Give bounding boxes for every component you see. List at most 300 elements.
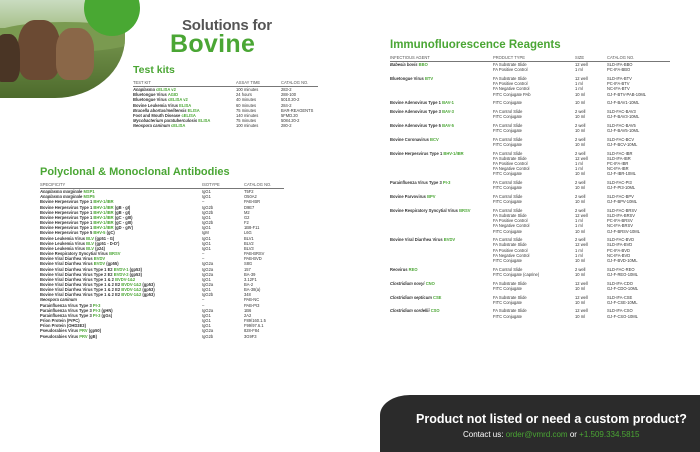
text-segment: –: [202, 302, 205, 308]
text-segment: BLV: [86, 245, 95, 251]
text-segment: 10 ml: [575, 313, 586, 319]
text-segment: Parainfluenza Virus Type 3: [40, 302, 93, 308]
text-segment: FITC Conjugate: [493, 114, 522, 120]
text-segment: FA Substrate Slide: [493, 294, 527, 300]
text-segment: FITC Conjugate: [493, 142, 522, 147]
text-segment: BAV-1: [442, 100, 454, 106]
text-segment: GJ-F-BCV-10ML: [607, 142, 638, 147]
text-segment: FA Negative Control: [493, 223, 530, 229]
text-segment: Bovine Viral Diarrhea Virus: [40, 261, 94, 267]
text-segment: BVDV: [93, 256, 106, 262]
text-segment: 10 ml: [575, 285, 586, 291]
text-segment: Bovine Herpesvirus Type 1: [40, 214, 94, 220]
text-segment: FITC Conjugate: [493, 185, 522, 191]
title-small: Solutions for: [182, 17, 272, 34]
text-segment: 12 well: [575, 213, 588, 219]
text-segment: Prion Protein (OHD3E3): [40, 323, 86, 329]
text-segment: Bovine Viral Diarrhea Virus: [40, 256, 94, 262]
text-segment: ELISA: [179, 102, 192, 108]
text-segment: (gB - gI): [113, 209, 131, 215]
text-segment: 10 ml: [575, 114, 586, 120]
text-segment: (gp53): [141, 281, 155, 287]
text-segment: Parainfluenza Virus Type 3: [40, 307, 93, 313]
text-segment: PC-IFA-BVD: [607, 247, 630, 253]
text-segment: SLD-IFA-BTV: [607, 76, 632, 82]
text-segment: 288-100: [281, 92, 297, 98]
text-segment: FITC Conjugate: [493, 299, 522, 305]
antibodies-heading: Polyclonal & Monoclonal Antibodies: [40, 166, 230, 178]
text-segment: –: [202, 256, 205, 262]
text-segment: cELISA: [171, 123, 186, 129]
text-segment: 2 well: [575, 237, 586, 243]
text-segment: BTV: [424, 76, 434, 82]
text-segment: Bluetongue Virus: [390, 76, 425, 82]
text-segment: Bovine Herpesvirus Type 1: [40, 199, 94, 205]
text-segment: IgG1: [202, 287, 211, 293]
text-segment: 75 minutes: [236, 107, 257, 113]
text-segment: 3G9F3: [244, 333, 257, 339]
text-segment: Bovine Parvovirus: [390, 194, 428, 200]
text-segment: FA Positive Control: [493, 67, 528, 73]
text-segment: Bovine Respiratory Syncytial Virus: [40, 251, 110, 257]
text-segment: FITC Conjugate: [493, 100, 522, 106]
column-header: CATALOG NO.: [244, 182, 284, 189]
text-segment: CNO: [425, 280, 435, 286]
text-segment: FA Substrate Slide: [493, 242, 527, 248]
text-segment: PC-IFA-BTV: [607, 81, 630, 87]
text-segment: (gB): [87, 333, 97, 339]
text-segment: (gC): [105, 230, 115, 236]
text-segment: (gC - gIII): [113, 214, 133, 220]
text-segment: IgG2a: [202, 281, 214, 287]
text-segment: PC-IFA-BBO: [607, 67, 631, 73]
text-segment: Anaplasma marginale: [40, 189, 84, 195]
text-segment: 1 ml: [575, 252, 583, 258]
text-segment: FA Substrate Slide: [493, 76, 527, 82]
text-segment: 1 ml: [575, 166, 583, 172]
text-segment: GJ-F-BAV1-10ML: [607, 100, 640, 106]
text-segment: SLD-IFA-CDO: [607, 280, 633, 286]
text-segment: SLD-FAC-IBR: [607, 150, 633, 156]
text-segment: F99/97.6.1: [244, 323, 264, 329]
text-segment: 10 ml: [575, 100, 586, 106]
text-segment: FA Substrate Slide: [493, 308, 527, 314]
text-segment: GJ-F-BVD-10ML: [607, 257, 638, 263]
text-segment: PI-3: [92, 307, 101, 313]
text-segment: FA Control Slide: [493, 237, 523, 243]
text-segment: Bovine Herpesvirus Type 5: [40, 230, 94, 236]
text-segment: IgG1: [202, 214, 211, 220]
text-segment: AGID: [167, 92, 179, 98]
text-segment: SLD-IFA-BRSV: [607, 213, 635, 219]
text-segment: MSP5: [83, 194, 95, 200]
text-segment: IgG2a: [202, 261, 214, 267]
text-segment: 10 ml: [575, 257, 586, 263]
text-segment: Bovine Coronavirus: [390, 136, 431, 142]
text-segment: GJ-F-BRSV-10ML: [607, 228, 640, 234]
text-segment: 157: [244, 266, 251, 272]
text-segment: BLV: [86, 235, 95, 241]
table-row: [133, 123, 318, 128]
text-segment: NC-IFA-BTV: [607, 86, 630, 92]
text-segment: Bovine Respiratory Syncytial Virus: [390, 207, 460, 213]
text-segment: Neospora caninum: [133, 123, 171, 129]
text-segment: IgG1: [202, 225, 211, 231]
text-segment: 10 ml: [575, 185, 586, 191]
text-segment: cELISA: [181, 112, 196, 118]
text-segment: 2 well: [575, 194, 586, 200]
text-segment: IgG1: [202, 245, 211, 251]
text-segment: 828-F84: [244, 328, 260, 334]
text-segment: 10 ml: [575, 199, 586, 205]
table-row: [40, 334, 284, 339]
text-segment: PC-IFA-IBR: [607, 161, 629, 167]
text-segment: Bluetongue Virus: [133, 97, 168, 103]
text-segment: 2 well: [575, 150, 586, 156]
text-segment: PI-3: [442, 180, 451, 186]
text-segment: 1 ml: [575, 218, 583, 224]
text-segment: BHV-1/IBR: [93, 199, 114, 205]
text-segment: IgM: [202, 230, 209, 236]
text-segment: IgG1: [202, 276, 211, 282]
text-segment: cELISA v2: [155, 87, 176, 93]
text-segment: BVDV-1&2: [121, 287, 142, 293]
text-segment: FITC Conjugate PAb: [493, 91, 531, 97]
text-segment: 3.12F1: [244, 276, 257, 282]
table-cell: [133, 123, 236, 128]
text-segment: SLD-FAC-BVD: [607, 237, 635, 243]
text-segment: PI-3: [92, 312, 101, 318]
text-segment: 1 ml: [575, 161, 583, 167]
text-segment: SLD-FAC-BAV3: [607, 109, 636, 115]
text-segment: 12 well: [575, 308, 588, 314]
column-header: INFECTIOUS AGENT: [390, 55, 493, 62]
text-segment: Bovine Adenovirus Type 3: [390, 109, 443, 115]
text-segment: 10 ml: [575, 299, 586, 305]
text-segment: 75 minutes: [236, 118, 257, 124]
text-segment: GJ-F-BTV-PAB-10ML: [607, 91, 647, 97]
text-segment: FA Control Slide: [493, 122, 523, 128]
text-segment: FA Substrate Slide: [493, 155, 527, 161]
text-segment: REO: [408, 266, 418, 272]
text-segment: CSE: [433, 294, 442, 300]
text-segment: 1B6: [244, 307, 252, 313]
text-segment: BCV: [430, 136, 439, 142]
text-segment: BLV1: [244, 235, 254, 241]
text-segment: Mycobacterium paratuberculosis: [133, 118, 199, 124]
text-segment: GJ-F-BPV-10ML: [607, 199, 638, 205]
text-segment: Babesia bovis: [390, 62, 419, 68]
text-segment: ELISA: [198, 118, 211, 124]
cow-shape: [18, 20, 60, 80]
text-segment: GJ-F-REO-10ML: [607, 271, 638, 277]
text-segment: BVDV-1: [113, 266, 129, 272]
text-segment: NC-IFA-BRSV: [607, 223, 633, 229]
text-segment: BLV3: [244, 245, 254, 251]
text-segment: F89/160.1.5: [244, 318, 266, 324]
text-segment: 1 ml: [575, 86, 583, 92]
text-segment: 2 well: [575, 207, 586, 213]
text-segment: Clostridium septicum: [390, 294, 433, 300]
text-segment: PI-3: [92, 302, 101, 308]
text-segment: 2 well: [575, 136, 586, 142]
text-segment: M2: [244, 209, 250, 215]
text-segment: SLD-FAC-REO: [607, 266, 635, 272]
text-segment: FA Positive Control: [493, 81, 528, 87]
text-segment: (gp51 - G): [94, 235, 115, 241]
text-segment: SLD-FAC-BCV: [607, 136, 635, 142]
text-segment: 5010.20-2: [281, 97, 300, 103]
phone-link[interactable]: +1.509.334.5815: [579, 430, 640, 439]
text-segment: IgG2b: [202, 220, 214, 226]
table-row: [390, 319, 670, 323]
text-segment: 5FMD.20: [281, 112, 298, 118]
text-segment: FITC Conjugate: [493, 257, 522, 263]
text-segment: Prion Protein (PrPC): [40, 318, 80, 324]
text-segment: FA Positive Control: [493, 247, 528, 253]
text-segment: Brucella abortus/melitensis: [133, 107, 188, 113]
text-segment: GJ-F-CDO-10ML: [607, 285, 639, 291]
text-segment: S8G: [244, 261, 253, 267]
text-segment: FA Control Slide: [493, 150, 523, 156]
text-segment: FA Substrate Slide: [493, 213, 527, 219]
text-segment: FA Negative Control: [493, 166, 530, 172]
text-segment: SLD-IFA-CSO: [607, 308, 633, 314]
text-segment: Bovine Viral Diarrhea Virus Type 2 E2: [40, 271, 114, 277]
text-segment: –: [202, 297, 205, 303]
text-segment: cELISA v2: [167, 97, 188, 103]
text-segment: 12 well: [575, 294, 588, 300]
column-header: ISOTYPE: [202, 182, 244, 189]
text-segment: Pseudorabies Virus: [40, 328, 80, 334]
text-segment: 1 ml: [575, 223, 583, 229]
ifa-heading: Immunofluorescence Reagents: [390, 39, 561, 51]
text-segment: 2 well: [575, 109, 586, 115]
text-segment: (gp53): [141, 287, 155, 293]
text-segment: Bovine Leukemia Virus: [40, 245, 87, 251]
text-segment: 40 minutes: [236, 97, 257, 103]
text-segment: Clostridium sordellii: [390, 308, 431, 314]
text-segment: SLD-FAC-BPV: [607, 194, 634, 200]
text-segment: Bovine Leukemia Virus: [133, 102, 180, 108]
text-segment: BA-38(a): [244, 287, 261, 293]
text-segment: SLD-IFA-BBO: [607, 62, 633, 68]
text-segment: Bovine Viral Diarrhea Virus: [390, 237, 444, 243]
contact-prefix: Contact us:: [463, 430, 506, 439]
text-segment: IgG1: [202, 194, 211, 200]
text-segment: 10 ml: [575, 228, 586, 234]
text-segment: 140 minutes: [236, 112, 259, 118]
text-segment: FITC Conjugate: [493, 313, 522, 319]
text-segment: FA Positive Control: [493, 218, 528, 224]
text-segment: F2: [244, 220, 249, 226]
table-cell: [236, 123, 281, 128]
text-segment: BHV-1/IBR: [93, 209, 114, 215]
table-cell: [244, 334, 284, 339]
column-header: PRODUCT TYPE: [493, 55, 575, 62]
text-segment: FA Substrate Slide: [493, 280, 527, 286]
text-segment: 2 well: [575, 180, 586, 186]
text-segment: FA Control Slide: [493, 109, 523, 115]
column-header: ASSAY TIME: [236, 80, 281, 87]
group-spacer: [390, 319, 670, 323]
text-segment: FITC Conjugate: [493, 228, 522, 234]
column-header: CATALOG NO.: [607, 55, 670, 62]
text-segment: BRSV: [109, 251, 121, 257]
text-segment: 1 ml: [575, 81, 583, 87]
text-segment: (gD - gIV): [113, 225, 133, 231]
text-segment: Reovirus: [390, 266, 409, 272]
text-segment: FITC Conjugate: [493, 128, 522, 134]
text-segment: IgG2a: [202, 271, 214, 277]
column-header: TEST KIT: [133, 80, 236, 87]
text-segment: IgG1: [202, 189, 211, 195]
text-segment: 5084.20-2: [281, 118, 300, 124]
text-segment: (gp53): [141, 292, 155, 298]
text-segment: Parainfluenza Virus Type 3: [40, 312, 93, 318]
text-segment: GJ-F-PI3-10ML: [607, 185, 636, 191]
text-segment: –: [202, 199, 205, 205]
text-segment: IgG2b: [202, 292, 214, 298]
column-header: SIZE: [575, 55, 607, 62]
text-segment: 10 ml: [575, 142, 586, 147]
text-segment: 100 minutes: [236, 123, 259, 129]
text-segment: Bovine Herpesvirus Type 1: [40, 204, 94, 210]
text-segment: PRV: [79, 333, 88, 339]
text-segment: (gp53): [128, 266, 142, 272]
table-header-row: [390, 55, 670, 62]
text-segment: 100 minutes: [236, 87, 259, 93]
text-segment: PAB-BRSV: [244, 251, 265, 257]
text-segment: BA-39: [244, 271, 256, 277]
text-segment: G2: [244, 214, 250, 220]
text-segment: Bovine Herpesvirus Type 1: [40, 220, 94, 226]
text-segment: FA Negative Control: [493, 86, 530, 92]
text-segment: IgG2b: [202, 204, 214, 210]
text-segment: BRSV: [459, 207, 471, 213]
text-segment: PAB-BVD: [244, 256, 262, 262]
text-segment: D9E7: [244, 204, 255, 210]
ifa-table: [390, 55, 670, 322]
text-segment: (gC - gIII): [113, 220, 133, 226]
text-segment: Foot and Mouth Disease: [133, 112, 182, 118]
text-segment: IgG2b: [202, 209, 214, 215]
text-segment: Bovine Adenovirus Type 5: [390, 122, 443, 128]
text-segment: PAB-NC: [244, 297, 260, 303]
text-segment: 1 ml: [575, 247, 583, 253]
text-segment: 2 well: [575, 122, 586, 128]
test-kits-heading: Test kits: [133, 64, 175, 76]
text-segment: FITC Conjugate: [493, 171, 522, 177]
contact-heading: Product not listed or need a custom product?: [416, 412, 687, 426]
text-segment: Bovine Viral Diarrhea Virus Type 1 & 2 E2: [40, 292, 122, 298]
text-segment: (gB - gI): [113, 204, 131, 210]
text-segment: GJ-F-IBR-10ML: [607, 171, 636, 177]
text-segment: BBO: [418, 62, 428, 68]
text-segment: BHV-1/IBR: [93, 204, 114, 210]
text-segment: Bovine Herpesvirus Type 1: [40, 225, 94, 231]
text-segment: FA Control Slide: [493, 180, 523, 186]
text-segment: BLV2: [244, 240, 254, 246]
text-segment: SLD-IFA-CSE: [607, 294, 633, 300]
text-segment: SLD-FAC-BAV5: [607, 122, 636, 128]
text-segment: Neospora caninum: [40, 297, 77, 303]
table-cell: [40, 334, 202, 339]
text-segment: Anaplasma marginale: [40, 194, 84, 200]
text-segment: Bluetongue Virus: [133, 92, 168, 98]
cow-shape: [0, 34, 20, 82]
text-segment: BHV-1/IBR: [93, 220, 114, 226]
text-segment: IgG2a: [202, 328, 214, 334]
text-segment: Anaplasma: [133, 87, 156, 93]
text-segment: (gGs): [100, 312, 113, 318]
text-segment: (p24): [94, 245, 105, 251]
text-segment: BVDV: [443, 237, 456, 243]
text-segment: 283-2: [281, 87, 292, 93]
text-segment: –: [202, 251, 205, 257]
text-segment: L6G: [244, 230, 252, 236]
antibodies-table: [40, 182, 284, 339]
text-segment: 12 well: [575, 62, 588, 68]
email-link[interactable]: order@vmrd.com: [505, 430, 568, 439]
text-segment: BVDV: [93, 261, 106, 267]
text-segment: SLD-FAC-PI3: [607, 180, 632, 186]
text-segment: IgG1: [202, 318, 211, 324]
text-segment: BA-2: [244, 281, 254, 287]
text-segment: FA Control Slide: [493, 266, 523, 272]
text-segment: (gHN): [100, 307, 113, 313]
text-segment: PAB-IBR: [244, 199, 261, 205]
text-segment: BLV: [86, 240, 95, 246]
text-segment: 1 ml: [575, 67, 583, 73]
text-segment: ELISA: [187, 107, 200, 113]
text-segment: PRV: [79, 328, 88, 334]
text-segment: GJ-F-BAV3-10ML: [607, 114, 640, 120]
text-segment: PAB-PI3: [244, 302, 260, 308]
text-segment: SLD-IFA-IBR: [607, 155, 631, 161]
text-segment: 10 ml: [575, 128, 586, 134]
column-header: SPECIFICITY: [40, 182, 202, 189]
text-segment: 348: [244, 292, 251, 298]
text-segment: (gp53): [128, 271, 142, 277]
text-segment: 2 well: [575, 266, 586, 272]
text-segment: Bovine Viral Diarrhea Virus Type 1 & 2: [40, 276, 116, 282]
text-segment: BAV-3: [442, 109, 454, 115]
page-title: Bovine: [170, 30, 256, 58]
text-segment: O50A2: [244, 194, 257, 200]
text-segment: 60 minutes: [236, 102, 257, 108]
text-segment: Bovine Herpesvirus Type 1: [390, 150, 444, 156]
text-segment: BHV-1/IBR: [443, 150, 464, 156]
text-segment: 10 ml: [575, 171, 586, 177]
cow-shape: [56, 28, 94, 80]
text-segment: Pseudorabies Virus: [40, 333, 80, 339]
text-segment: SLD-FAC-BRSV: [607, 207, 637, 213]
text-segment: 10 ml: [575, 91, 586, 97]
text-segment: FITC Conjugate: [493, 285, 522, 291]
text-segment: Clostridium novyi: [390, 280, 426, 286]
test-kits-table: [133, 80, 318, 128]
text-segment: 12 well: [575, 242, 588, 248]
text-segment: IgG2b: [202, 333, 214, 339]
text-segment: (gp50): [87, 328, 102, 334]
text-segment: FA Control Slide: [493, 207, 523, 213]
text-segment: Bovine Adenovirus Type 1: [390, 100, 443, 106]
text-segment: FA Substrate Slide: [493, 62, 527, 68]
text-segment: BHV-5: [93, 230, 106, 236]
text-segment: IgG2a: [202, 266, 214, 272]
text-segment: NC-IFA-IBR: [607, 166, 629, 172]
